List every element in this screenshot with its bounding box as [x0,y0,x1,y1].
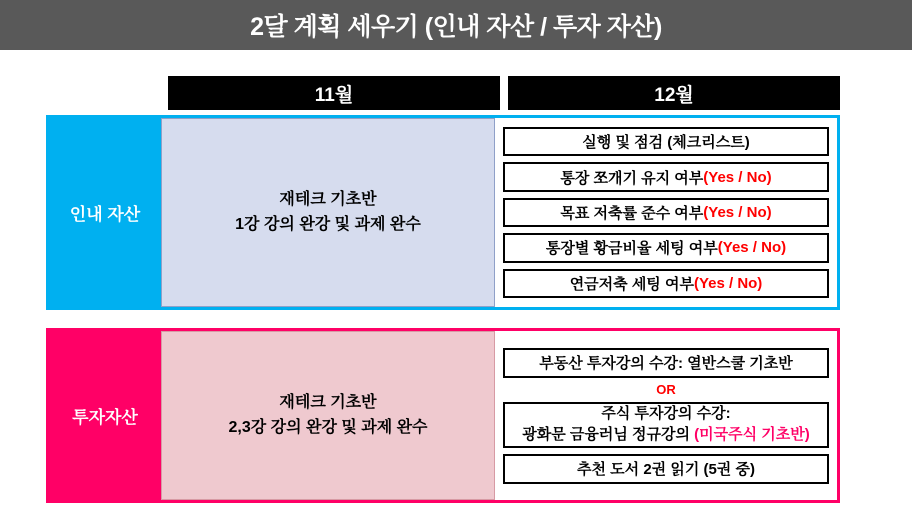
list-item-accent: (Yes / No) [693,274,763,292]
list-item-accent: (Yes / No) [703,168,772,186]
column-header-november-label: 11월 [314,84,354,106]
november-cell-investment-text [228,391,427,441]
list-item-accent: (Yes / No) [703,204,772,221]
december-cell-investment [495,331,837,500]
page-title: 2달 계획 세우기 (인내 자산 / 투자 자산) [250,13,662,41]
list-item [503,127,829,156]
column-header-december-label: 12월 [654,84,694,106]
list-item-text: 목표 저축률 준수 여부 [560,205,704,222]
slide-title-bar [0,0,912,50]
list-item-accent: (Yes / No) [717,239,787,257]
category-label-investment [49,331,161,500]
category-label-domestic-text: 인내 자산 [69,205,141,224]
list-item [503,348,829,378]
category-label-domestic [49,118,161,307]
november-cell-domestic-text [235,188,421,238]
row-domestic-assets [46,115,840,310]
list-item [503,233,829,262]
list-item [503,402,829,448]
column-header-december [508,76,840,110]
list-item [503,198,829,227]
list-item-text: 통장별 황금비율 세팅 여부 [545,240,718,258]
list-item-text: 추천 도서 2권 읽기 (5권 중) [577,461,755,478]
list-item [503,162,829,191]
list-item-text: 실행 및 점검 (체크리스트) [582,134,750,152]
list-item [503,454,829,484]
or-separator [503,381,829,399]
or-separator-label: OR [656,382,676,397]
november-cell-domestic [161,118,495,307]
november-cell-investment [161,331,495,500]
list-item-line2: 광화문 금융러님 정규강의 [522,425,695,443]
list-item-line2-wrap [522,425,810,445]
november-investment-line2: 2,3강 강의 완강 및 과제 완수 [228,418,428,436]
november-domestic-line1: 재테크 기초반 [279,190,377,208]
list-item [503,269,829,298]
row-investment-assets [46,328,840,503]
list-item-line1: 주식 투자강의 수강: [601,405,731,423]
list-item-text: 부동산 투자강의 수강: 열반스쿨 기초반 [539,355,793,372]
list-item-text: 연금저축 세팅 여부 [569,275,694,293]
november-domestic-line2: 1강 강의 완강 및 과제 완수 [235,215,421,233]
column-header-november [168,76,500,110]
list-item-accent: (미국주식 기초반) [694,425,810,443]
category-label-investment-text: 투자자산 [72,408,138,427]
list-item-text: 통장 쪼개기 유지 여부 [560,169,704,187]
november-investment-line1: 재테크 기초반 [279,393,377,411]
december-cell-domestic [495,118,837,307]
